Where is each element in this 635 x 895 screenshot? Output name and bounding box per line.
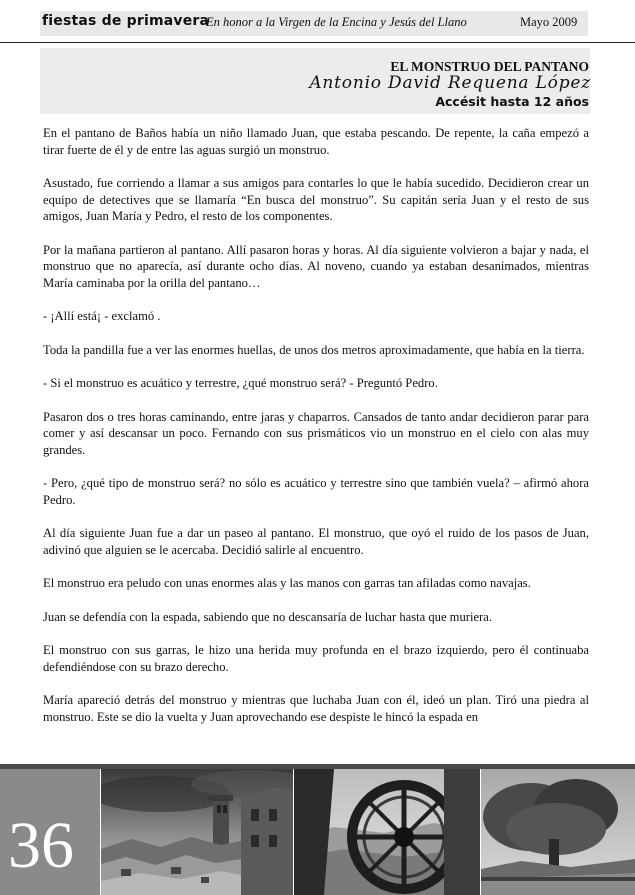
paragraph: María apareció detrás del monstruo y mientras que luchaba Juan con él, ideó un plan. Tiró una piedra al monstruo. Este se dio la vuelta y Juan aprovechando ese despiste le hincó la espada en [43,693,589,724]
page-footer [0,764,635,895]
paragraph: - Si el monstruo es acuático y terrestre, ¿qué monstruo será? - Preguntó Pedro. [43,376,438,390]
olive-tree-photo [481,769,635,895]
page-number: 36 [8,809,74,882]
paragraph: Al día siguiente Juan fue a dar un paseo al pantano. El monstruo, que oyó el ruido de los pasos de Juan, adivinó que alguien se le acercaba. Decidió salirle al encuentro. [43,526,589,557]
story-author: Antonio David Requena López [309,73,591,93]
paragraph: - ¡Allí está¡ - exclamó . [43,309,161,323]
page-number-box [0,769,100,895]
publication-subtitle: En honor a la Virgen de la Encina y Jesús del Llano [206,15,467,29]
paragraph: Juan se defendía con la espada, sabiendo que no descansaría de luchar hasta que muriera. [43,609,492,624]
paragraph: - Pero, ¿qué tipo de monstruo será? no sólo es acuático y terrestre sino que también vuela? – afirmó ahora Pedro. [43,476,589,507]
story-title: EL MONSTRUO DEL PANTANO [390,59,589,74]
paragraph: Asustado, fue corriendo a llamar a sus amigos para contarles lo que le había sucedido. Decidieron crear un equipo de detectives que se llamaría “En busca del monstruo”. Su capitán sería Juan y el resto de sus amigos, Juan María y Pedro, el resto de los componentes. [43,176,589,223]
page-header [0,0,635,44]
publication-brand: fiestas de primavera [42,13,210,29]
waterwheel-photo [294,769,480,895]
issue-date: Mayo 2009 [520,15,578,29]
paragraph: El monstruo era peludo con unas enormes alas y las manos con garras tan afiladas como navajas. [43,576,531,590]
story-body [43,125,589,742]
story-award: Accésit hasta 12 años [435,94,589,109]
header-divider [0,42,635,43]
town-tower-photo [101,769,293,895]
paragraph: Toda la pandilla fue a ver las enormes huellas, de unos dos metros aproximadamente, que había en la tierra. [43,342,585,357]
paragraph: En el pantano de Baños había un niño llamado Juan, que estaba pescando. De repente, la caña empezó a tirar fuerte de él y de entre las aguas surgió un monstruo. [43,126,589,157]
paragraph: El monstruo con sus garras, le hizo una herida muy profunda en el brazo izquierdo, pero él continuaba defendiéndose con su brazo derecho. [43,643,589,674]
paragraph: Por la mañana partieron al pantano. Allí pasaron horas y horas. Al día siguiente volvieron a bajar y nada, el monstruo que no aparecía, así durante ocho días. Al noveno, cuando ya estaban desanimados, mientras María caminaba por la orilla del pantano… [43,242,589,290]
paragraph: Pasaron dos o tres horas caminando, entre jaras y chaparros. Cansados de tanto andar decidieron parar para comer y así descansar un poco. Fernando con sus prismáticos vio un monstruo en el cielo con alas muy grandes. [43,409,589,457]
